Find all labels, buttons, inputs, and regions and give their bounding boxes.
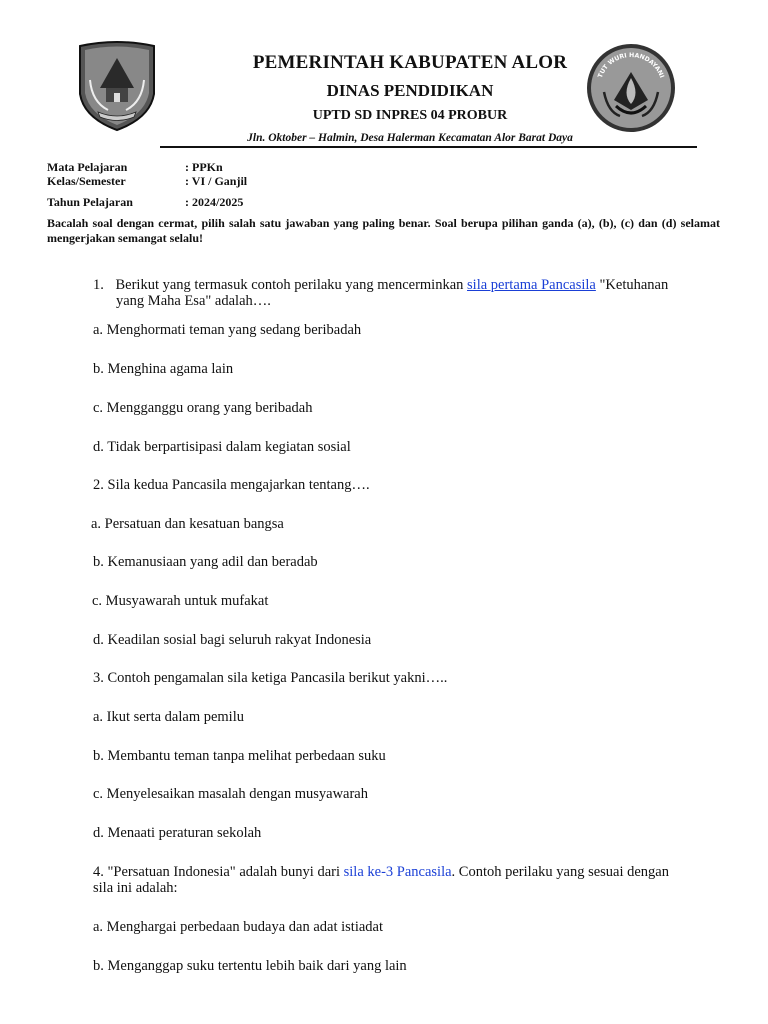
option-2d[interactable]: d. Keadilan sosial bagi seluruh rakyat Indonesia — [93, 632, 372, 648]
question-2: 2. Sila kedua Pancasila mengajarkan tentang…. — [93, 477, 370, 493]
info-value: : VI / Ganjil — [185, 174, 248, 188]
question-text-cont: . Contoh perilaku yang sesuai dengan — [451, 864, 669, 880]
option-2c[interactable]: c. Musyawarah untuk mufakat — [92, 593, 269, 609]
question-3: 3. Contoh pengamalan sila ketiga Pancasila berikut yakni….. — [93, 670, 448, 686]
info-label: Kelas/Semester — [47, 174, 126, 188]
info-label: Tahun Pelajaran — [47, 195, 133, 209]
option-1c[interactable]: c. Mengganggu orang yang beribadah — [93, 400, 313, 416]
option-2a[interactable]: a. Persatuan dan kesatuan bangsa — [91, 516, 284, 532]
info-value: : PPKn — [185, 160, 223, 174]
option-3a[interactable]: a. Ikut serta dalam pemilu — [93, 709, 244, 725]
option-1b[interactable]: b. Menghina agama lain — [93, 361, 234, 377]
question-number: 1. — [93, 277, 104, 293]
question-text: Berikut yang termasuk contoh perilaku yang mencerminkan — [115, 277, 468, 293]
question-1-line-2: yang Maha Esa" adalah…. — [116, 293, 271, 309]
info-value: : 2024/2025 — [185, 195, 244, 209]
question-1 — [93, 277, 668, 293]
option-3b[interactable]: b. Membantu teman tanpa melihat perbedaan suku — [93, 748, 386, 764]
option-1a[interactable]: a. Menghormati teman yang sedang beribadah — [93, 322, 362, 338]
option-2b[interactable]: b. Kemanusiaan yang adil dan beradab — [93, 554, 318, 570]
sila-pertama-link[interactable]: sila pertama Pancasila — [467, 277, 596, 293]
question-4 — [93, 864, 669, 880]
question-4-line-2: sila ini adalah: — [93, 880, 178, 896]
instructions: Bacalah soal dengan cermat, pilih salah satu jawaban yang paling benar. Soal berupa pilihan ganda (a), (b), (c) dan (d) selamat mengerjakan semangat selalu! — [47, 216, 720, 245]
option-4a[interactable]: a. Menghargai perbedaan budaya dan adat istiadat — [93, 919, 384, 935]
letterhead-address: Jln. Oktober – Halmin, Desa Halerman Kecamatan Alor Barat Daya — [247, 132, 573, 144]
option-1d[interactable]: d. Tidak berpartisipasi dalam kegiatan sosial — [93, 439, 351, 455]
sila-ke-3-link[interactable]: sila ke-3 Pancasila — [343, 864, 452, 880]
kabupaten-alor-emblem-icon — [76, 40, 158, 132]
svg-text:TUT WURI HANDAYANI: TUT WURI HANDAYANI — [596, 51, 666, 79]
question-text-cont: "Ketuhanan — [595, 277, 669, 293]
option-4b[interactable]: b. Menganggap suku tertentu lebih baik dari yang lain — [93, 958, 407, 974]
question-text: 4. "Persatuan Indonesia" adalah bunyi dari — [93, 864, 344, 880]
option-3d[interactable]: d. Menaati peraturan sekolah — [93, 825, 262, 841]
letterhead-agency: DINAS PENDIDIKAN — [326, 81, 494, 100]
info-label: Mata Pelajaran — [47, 160, 128, 174]
letterhead-school: UPTD SD INPRES 04 PROBUR — [312, 108, 508, 123]
tut-wuri-handayani-emblem-icon — [586, 42, 676, 134]
letterhead-divider — [160, 146, 697, 148]
letterhead-government: PEMERINTAH KABUPATEN ALOR — [252, 52, 568, 73]
option-3c[interactable]: c. Menyelesaikan masalah dengan musyawarah — [93, 786, 368, 802]
